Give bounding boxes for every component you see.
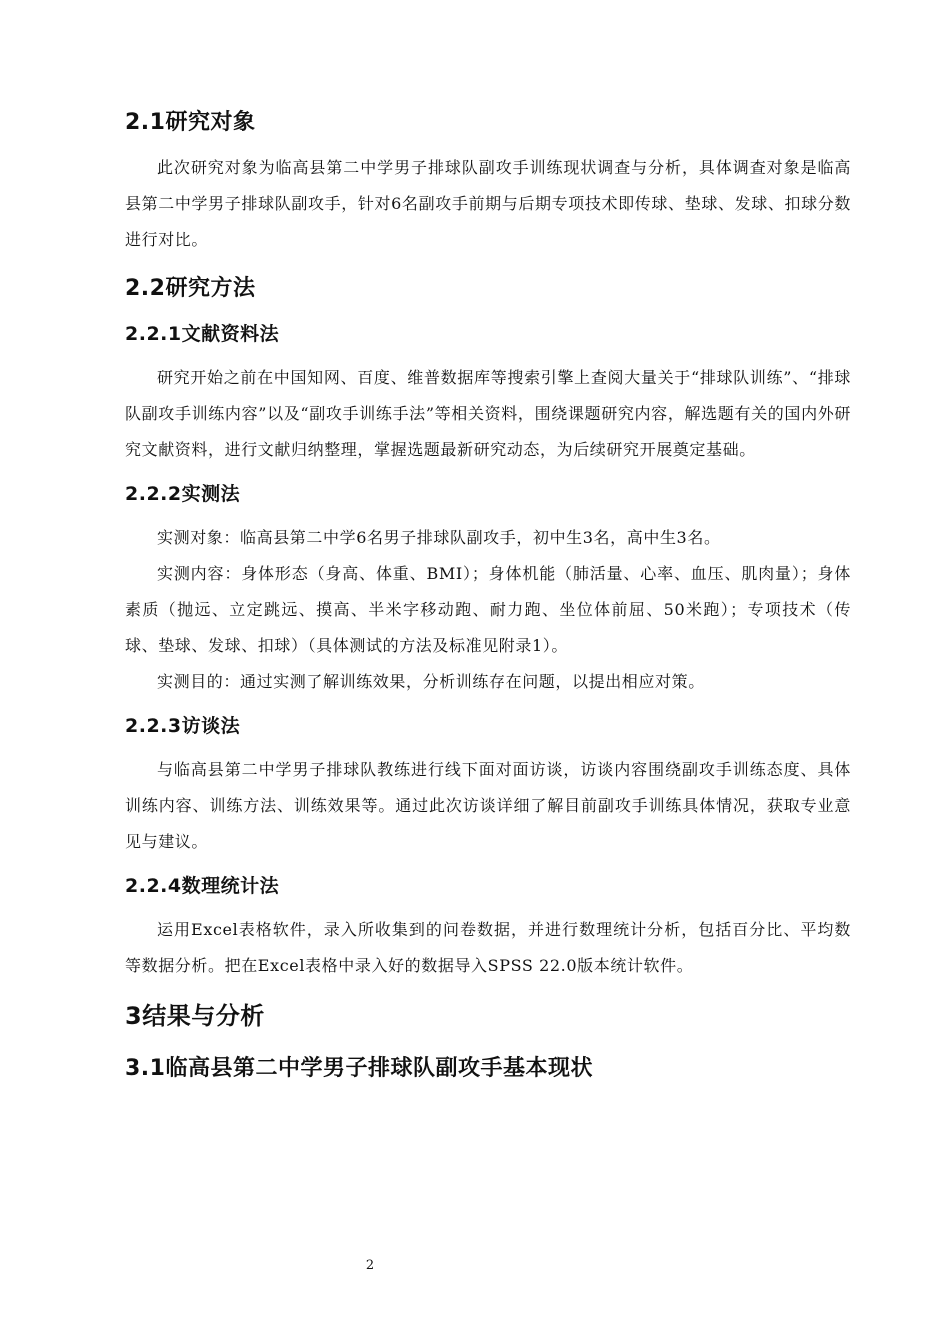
paragraph-test-purpose: 实测目的：通过实测了解训练效果，分析训练存在问题，以提出相应对策。 [157, 672, 705, 691]
section-heading-2-2-2: 2.2.2实测法 [125, 483, 241, 505]
section-heading-2-2: 2.2研究方法 [125, 276, 256, 301]
paragraph-test-subjects: 实测对象：临高县第二中学6名男子排球队副攻手，初中生3名，高中生3名。 [157, 528, 721, 547]
paragraph-interview-method: 与临高县第二中学男子排球队教练进行线下面对面访谈，访谈内容围绕副攻手训练态度、具体训练内容、训练方法、训练效果等。通过此次访谈详细了解目前副攻手训练具体情况，获取专业意见与建议。 [125, 760, 851, 851]
paragraph-statistics-method: 运用Excel表格软件，录入所收集到的问卷数据，并进行数理统计分析，包括百分比、平均数等数据分析。把在Excel表格中录入好的数据导入SPSS 22.0版本统计软件。 [125, 920, 851, 975]
section-heading-2-2-4: 2.2.4数理统计法 [125, 875, 280, 897]
section-heading-3: 3结果与分析 [125, 1002, 265, 1030]
section-heading-3-1: 3.1临高县第二中学男子排球队副攻手基本现状 [125, 1056, 593, 1081]
section-heading-2-2-1: 2.2.1文献资料法 [125, 323, 280, 345]
document-body [125, 108, 851, 1084]
section-heading-2-1: 2.1研究对象 [125, 110, 256, 135]
section-heading-2-2-3: 2.2.3访谈法 [125, 715, 241, 737]
paragraph-literature-method: 研究开始之前在中国知网、百度、维普数据库等搜索引擎上查阅大量关于“排球队训练”、“排球队副攻手训练内容”以及“副攻手训练手法”等相关资料，围绕课题研究内容，解选题有关的国内外研究文献资料，进行文献归纳整理，掌握选题最新研究动态，为后续研究开展奠定基础。 [125, 368, 851, 459]
paragraph-test-contents: 实测内容：身体形态（身高、体重、BMI）；身体机能（肺活量、心率、血压、肌肉量）；身体素质（抛远、立定跳远、摸高、半米字移动跑、耐力跑、坐位体前屈、50米跑）；专项技术（传球、垫球、发球、扣球）（具体测试的方法及标准见附录1）。 [125, 564, 851, 655]
page-number: 2 [365, 1258, 375, 1273]
paragraph-research-object: 此次研究对象为临高县第二中学男子排球队副攻手训练现状调查与分析，具体调查对象是临高县第二中学男子排球队副攻手，针对6名副攻手前期与后期专项技术即传球、垫球、发球、扣球分数进行对比。 [125, 158, 851, 249]
